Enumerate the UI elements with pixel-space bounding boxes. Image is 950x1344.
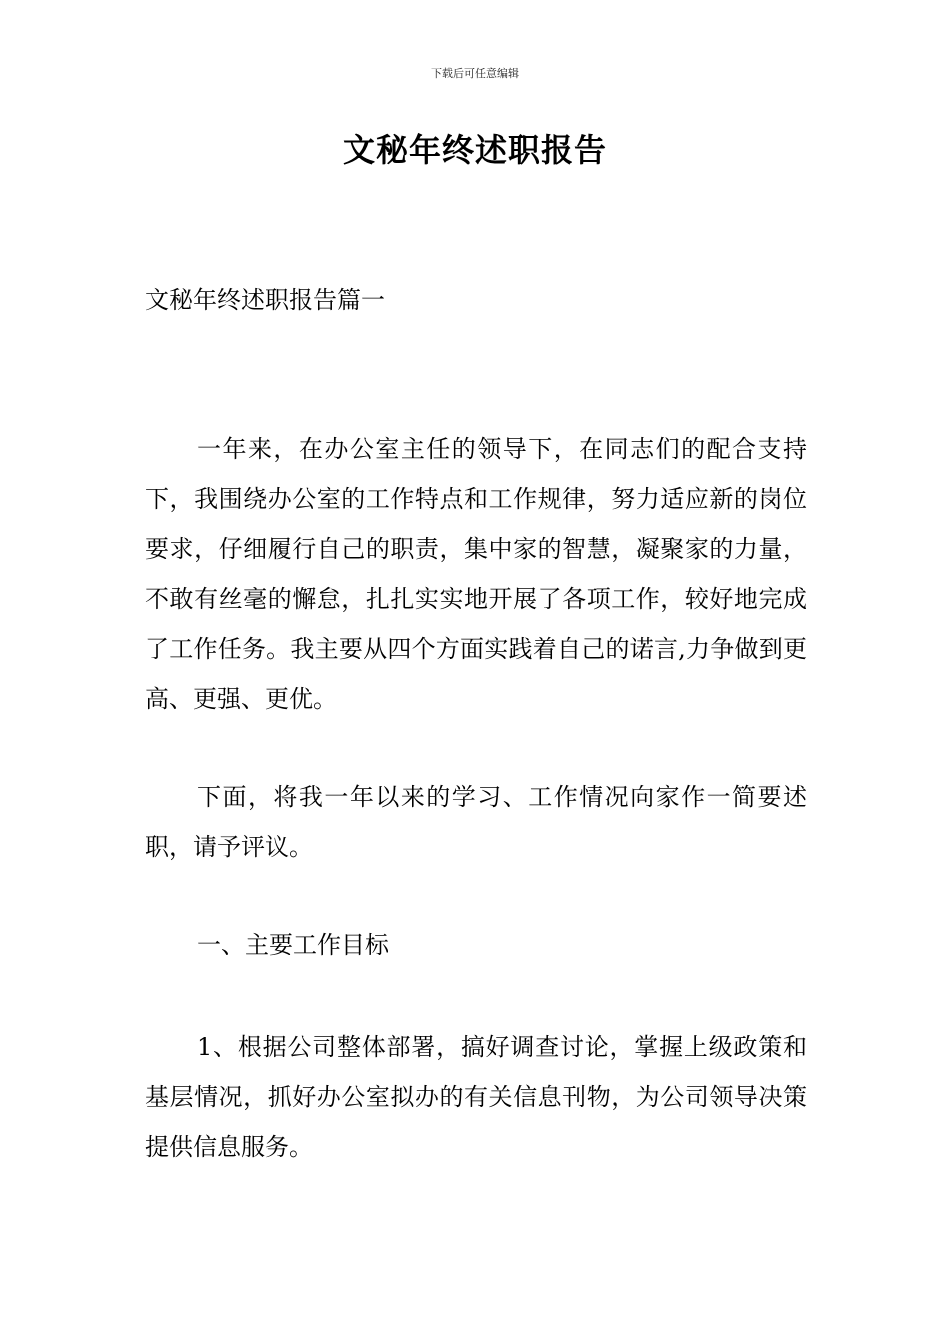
paragraph-report-notice: 下面，将我一年以来的学习、工作情况向家作一简要述职，请予评议。 [145,783,807,861]
paragraph-intro: 一年来，在办公室主任的领导下，在同志们的配合支持下，我围绕办公室的工作特点和工作规律，努力适应新的岗位要求，仔细履行自己的职责，集中家的智慧，凝聚家的力量，不敢有丝毫的懈怠，扎扎实实地开展了各项工作，较好地完成了工作任务。我主要从四个方面实践着自己的诺言,力争做到更高、更强、更优。 [145,435,807,713]
heading-main-goals: 一、主要工作目标 [197,931,389,959]
header-note: 下载后可任意编辑 [431,67,519,80]
document-title: 文秘年终述职报告 [342,131,607,169]
section-title: 文秘年终述职报告篇一 [145,286,385,314]
paragraph-goal-1: 1、根据公司整体部署，搞好调查讨论，掌握上级政策和基层情况，抓好办公室拟办的有关信息刊物，为公司领导决策提供信息服务。 [145,1033,807,1161]
